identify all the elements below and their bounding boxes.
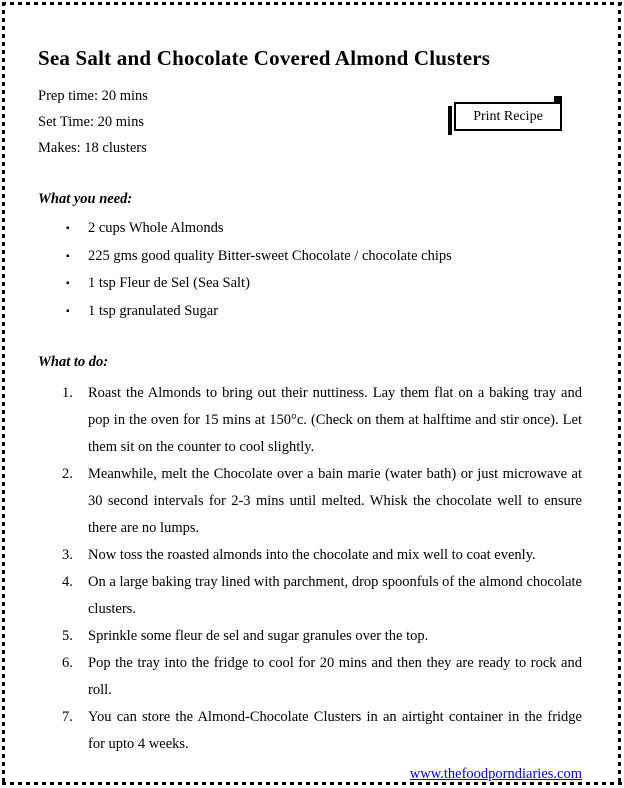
steps-list (38, 380, 582, 758)
step-text: On a large baking tray lined with parchment, drop spoonfuls of the almond chocolate clusters. (88, 574, 582, 617)
ingredient-text: 1 tsp Fleur de Sel (Sea Salt) (88, 275, 250, 291)
ingredient-item (38, 215, 582, 243)
step-item (38, 542, 582, 569)
prep-time: Prep time: 20 mins (38, 88, 148, 104)
step-number: 2. (62, 466, 73, 482)
step-item (38, 461, 582, 542)
step-item (38, 650, 582, 704)
website-link[interactable]: www.thefoodporndiaries.com (409, 766, 582, 782)
what-you-need-heading: What you need: (38, 191, 133, 207)
step-number: 1. (62, 385, 73, 401)
step-text: You can store the Almond-Chocolate Clusters in an airtight container in the fridge for upto 4 weeks. (88, 709, 582, 752)
step-number: 5. (62, 628, 73, 644)
ingredient-text: 1 tsp granulated Sugar (88, 302, 219, 319)
step-item (38, 380, 582, 461)
step-number: 4. (62, 574, 73, 590)
square-bullet-icon: ▪ (66, 305, 70, 317)
footer (38, 765, 582, 783)
what-to-do-heading: What to do: (38, 354, 109, 370)
ingredient-item (38, 243, 582, 271)
page-border-top (2, 2, 622, 5)
page-border-right (618, 2, 621, 785)
ingredient-item (38, 270, 582, 298)
step-item (38, 704, 582, 758)
ingredient-text: 225 gms good quality Bitter-sweet Chocolate / chocolate chips (88, 247, 452, 264)
step-text: Now toss the roasted almonds into the chocolate and mix well to coat evenly. (88, 547, 536, 563)
ingredients-list (38, 215, 582, 325)
square-bullet-icon: ▪ (66, 250, 70, 262)
print-recipe-button[interactable]: Print Recipe (454, 102, 562, 131)
step-text: Pop the tray into the fridge to cool for 20 mins and then they are ready to rock and roll. (88, 655, 582, 698)
makes-count: Makes: 18 clusters (38, 140, 147, 156)
step-number: 7. (62, 709, 73, 725)
step-text: Sprinkle some fleur de sel and sugar granules over the top. (88, 628, 429, 644)
set-time: Set Time: 20 mins (38, 114, 144, 130)
recipe-title: Sea Salt and Chocolate Covered Almond Clusters (38, 46, 491, 70)
page-border-left (2, 2, 5, 785)
step-number: 3. (62, 547, 73, 563)
square-bullet-icon: ▪ (66, 223, 70, 234)
step-text: Meanwhile, melt the Chocolate over a bain marie (water bath) or just microwave at 30 second intervals for 2-3 mins until melted. Whisk the chocolate well to ensure there are no lumps. (88, 466, 582, 536)
ingredient-text: 2 cups Whole Almonds (88, 220, 224, 236)
square-bullet-icon: ▪ (66, 278, 70, 289)
ingredient-item (38, 298, 582, 326)
step-text: Roast the Almonds to bring out their nuttiness. Lay them flat on a baking tray and pop in the oven for 15 mins at 150°c. (Check on them at halftime and stir once). Let them sit on the counter to cool slightly. (88, 385, 582, 455)
step-number: 6. (62, 655, 73, 671)
step-item (38, 623, 582, 650)
step-item (38, 569, 582, 623)
recipe-document (38, 30, 582, 783)
